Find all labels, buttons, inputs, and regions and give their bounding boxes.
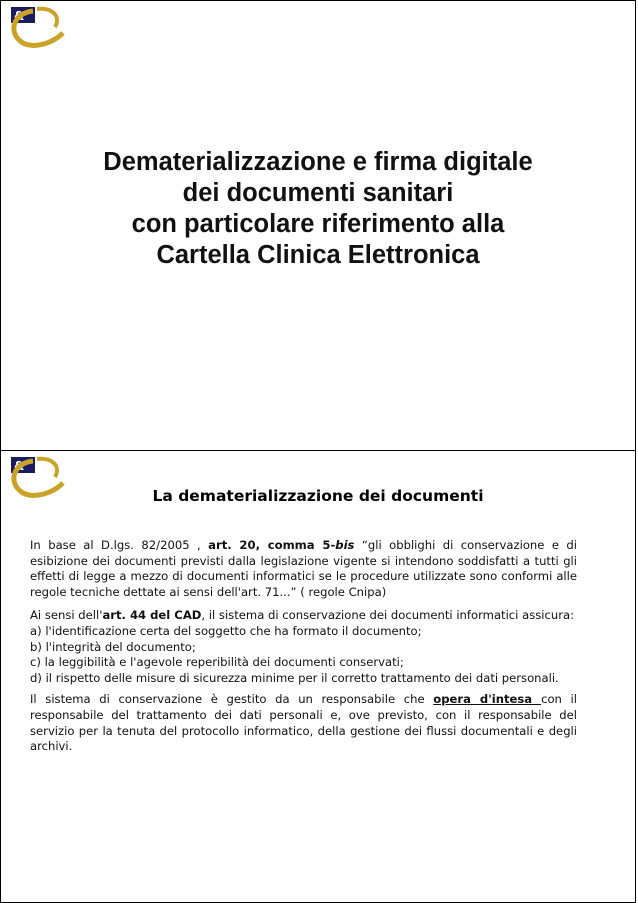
article-reference: art. 20, comma 5- (208, 538, 336, 552)
list-item: b) l'integrità del documento; (30, 639, 196, 654)
emphasis-underlined: opera d'intesa (433, 692, 542, 707)
list-item: c) la leggibilità e l'agevole reperibilità dei documenti conservati; (30, 655, 404, 670)
slide-title: La dematerializzazione dei documenti (152, 487, 484, 505)
list-item: a) l'identificazione certa del soggetto che ha formato il documento; (30, 623, 422, 638)
title-line: Dematerializzazione e firma digitale (103, 148, 533, 176)
paragraph-text: Ai sensi dell' (30, 608, 103, 623)
article-suffix: bis (335, 538, 355, 552)
paragraph-text: Il sistema di conservazione è gestito da un responsabile che (30, 692, 434, 707)
company-logo (3, 3, 69, 51)
list-item: d) il rispetto delle misure di sicurezza minime per il corretto trattamento dei dati personali. (30, 670, 559, 685)
paragraph-dlgs (30, 538, 577, 600)
requirements-list (30, 624, 577, 686)
title-line: Cartella Clinica Elettronica (156, 241, 480, 269)
title-line: con particolare riferimento alla (131, 210, 505, 238)
paragraph-cad (30, 608, 577, 624)
paragraph-text: con il responsabile del trattamento dei dati personali e, ove previsto, con il responsabile del servizio per la tenuta del protocollo informatico, della gestione dei flussi documentali e degli archivi. (30, 692, 577, 754)
presentation-title (1, 147, 635, 271)
svg-text:&: & (14, 9, 25, 23)
svg-text:&: & (14, 459, 25, 473)
paragraph-responsabile (30, 692, 577, 754)
paragraph-text: “gli obblighi di conservazione e di esibizione dei documenti previsti dalla legislazione vigente si intendono soddisfatti a tutti gli effetti di legge a mezzo di documenti informatici se le procedure utilizzate sono conformi alle regole tecniche dettate ai sensi dell'art. 71...” ( regole Cnipa) (30, 538, 577, 599)
article-reference: art. 44 del CAD (102, 608, 202, 623)
slide-body (30, 538, 577, 763)
title-line: dei documenti sanitari (182, 179, 454, 207)
paragraph-text: In base al D.lgs. 82/2005 , (30, 538, 209, 552)
paragraph-text: , il sistema di conservazione dei documenti informatici assicura: (201, 608, 574, 623)
slide-2 (0, 450, 636, 903)
slide-1 (0, 0, 636, 451)
